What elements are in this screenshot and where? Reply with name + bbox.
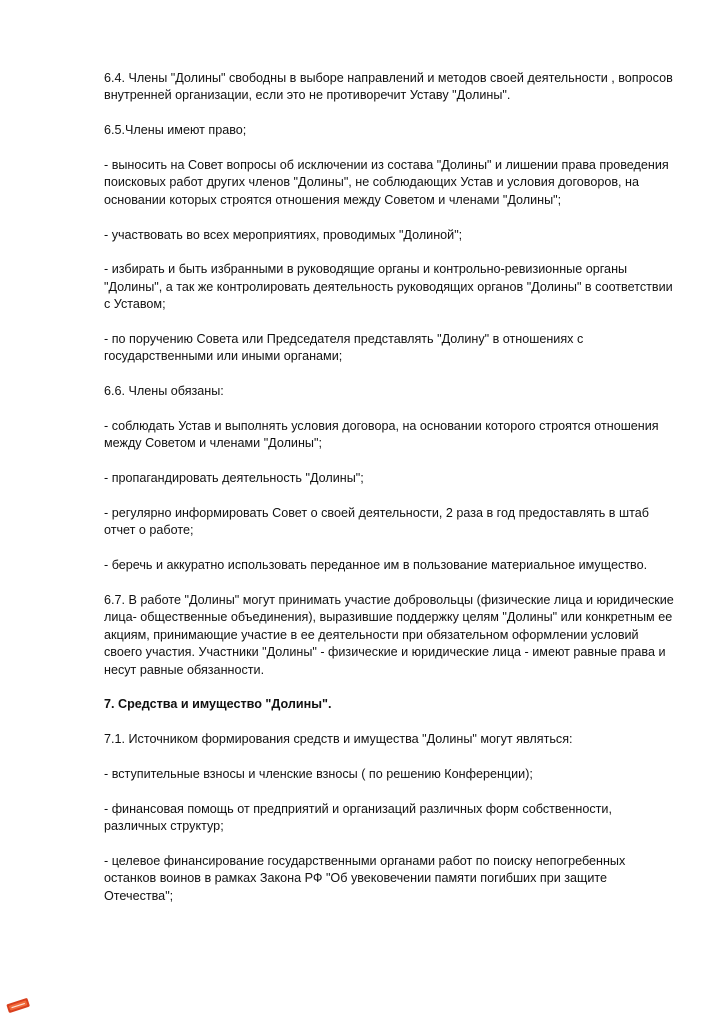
paragraph-6-6: 6.6. Члены обязаны: xyxy=(104,384,224,399)
paragraph-duty-1: - соблюдать Устав и выполнять условия договора, на основании которого строятся отношения между Советом и членами "Долины"; xyxy=(104,419,659,451)
paragraph-right-1: - выносить на Совет вопросы об исключении из состава "Долины" и лишении права проведения поисковых работ других членов "Долины", не соблюдающих Устав и условия договоров, на основании которых строятся отношения между Советом и членами "Долины"; xyxy=(104,158,669,207)
paragraph-6-7: 6.7. В работе "Долины" могут принимать участие добровольцы (физические лица и юридические лица- общественные объединения), выразившие поддержку целям "Долины" или конкретным ее акциям, принимающие участие в ее деятельности при обязательном оформлении условий своего участия. Участники "Долины" - физические и юридические лица - имеют равные права и несут равные обязанности. xyxy=(104,593,674,677)
paragraph-source-2: - финансовая помощь от предприятий и организаций различных форм собственности, различных структур; xyxy=(104,801,612,834)
section-heading-7: 7. Средства и имущество "Долины". xyxy=(104,697,332,712)
paragraph-duty-3: - регулярно информировать Совет о своей деятельности, 2 раза в год предоставлять в штаб отчет о работе; xyxy=(104,506,649,538)
document-page xyxy=(104,70,674,923)
paragraph-6-4: 6.4. Члены "Долины" свободны в выборе направлений и методов своей деятельности , вопросов внутренней организации, если это не противоречит Уставу "Долины". xyxy=(104,71,673,103)
paragraph-source-1: - вступительные взносы и членские взносы ( по решению Конференции); xyxy=(104,767,533,782)
paragraph-right-2: - участвовать во всех мероприятиях, проводимых "Долиной"; xyxy=(104,227,463,242)
paragraph-duty-4: - беречь и аккуратно использовать переданное им в пользование материальное имущество. xyxy=(104,558,648,573)
stamp-logo-icon xyxy=(4,996,32,1014)
paragraph-right-4: - по поручению Совета или Председателя представлять "Долину" в отношениях с государственными или иными органами; xyxy=(104,332,584,364)
paragraph-right-3: - избирать и быть избранными в руководящие органы и контрольно-ревизионные органы "Долины", а так же контролировать деятельность руководящих органов "Долины" в соответствии с Уставом; xyxy=(104,262,673,312)
paragraph-source-3: - целевое финансирование государственными органами работ по поиску непогребенных останков воинов в рамках Закона РФ "Об увековечении памяти погибших при защите Отечества"; xyxy=(104,854,626,903)
paragraph-7-1: 7.1. Источником формирования средств и имущества "Долины" могут являться: xyxy=(104,732,573,747)
paragraph-6-5: 6.5.Члены имеют право; xyxy=(104,123,247,138)
paragraph-duty-2: - пропагандировать деятельность "Долины"; xyxy=(104,471,364,486)
